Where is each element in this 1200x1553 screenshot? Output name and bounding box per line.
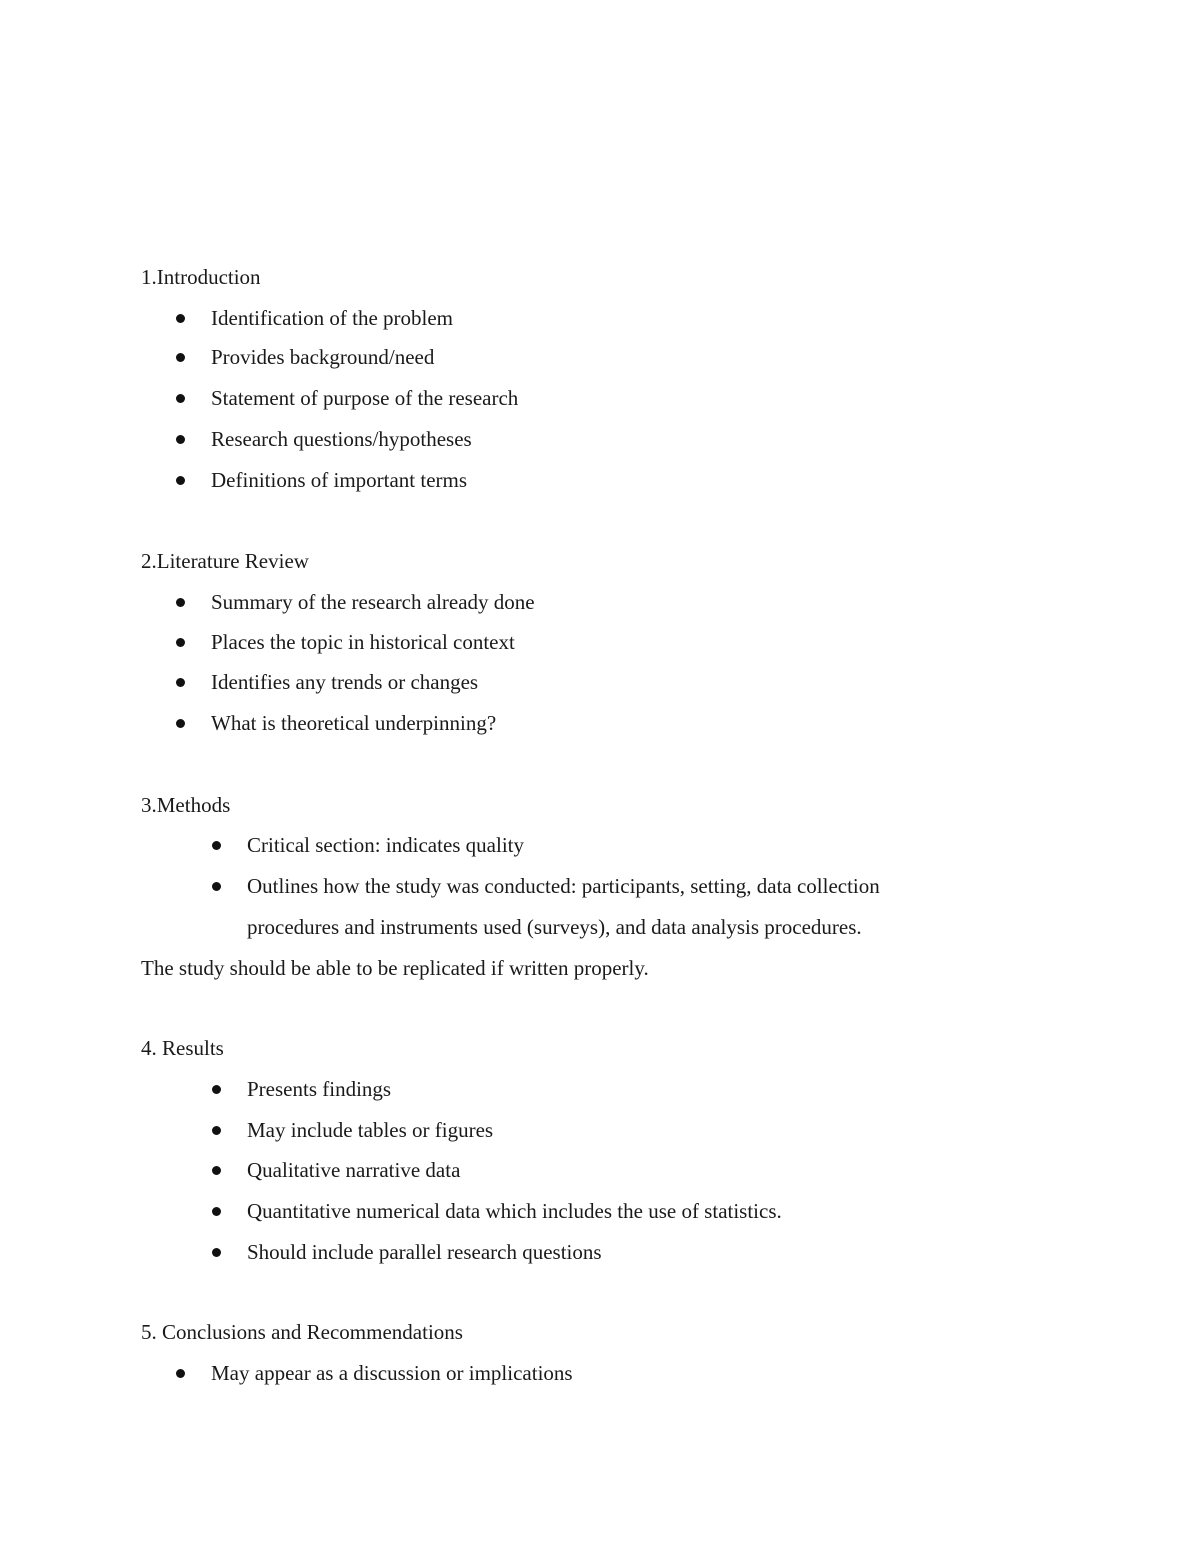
list-item: Quantitative numerical data which includes the use of statistics. bbox=[247, 1199, 782, 1223]
list-item: Summary of the research already done bbox=[211, 590, 535, 614]
list-item: Should include parallel research questions bbox=[247, 1240, 602, 1264]
bullet-icon bbox=[176, 394, 185, 403]
section-heading-literature-review: 2.Literature Review bbox=[141, 549, 309, 573]
bullet-icon bbox=[176, 678, 185, 687]
methods-note: The study should be able to be replicated if written properly. bbox=[141, 956, 649, 980]
list-item-continuation: procedures and instruments used (surveys), and data analysis procedures. bbox=[247, 915, 862, 939]
bullet-icon bbox=[176, 598, 185, 607]
bullet-icon bbox=[212, 1248, 221, 1257]
bullet-icon bbox=[176, 353, 185, 362]
section-heading-introduction: 1.Introduction bbox=[141, 265, 261, 289]
list-item: Critical section: indicates quality bbox=[247, 833, 525, 857]
list-item: Definitions of important terms bbox=[211, 468, 468, 492]
bullet-icon bbox=[212, 1207, 221, 1216]
list-item: Qualitative narrative data bbox=[247, 1158, 461, 1182]
bullet-icon bbox=[212, 1085, 221, 1094]
bullet-icon bbox=[176, 1369, 185, 1378]
bullet-icon bbox=[212, 1166, 221, 1175]
bullet-icon bbox=[176, 476, 185, 485]
list-item: Identifies any trends or changes bbox=[211, 670, 479, 694]
list-item: May appear as a discussion or implications bbox=[211, 1361, 573, 1385]
bullet-icon bbox=[212, 882, 221, 891]
list-item: Identification of the problem bbox=[211, 306, 454, 330]
list-item: Provides background/need bbox=[211, 345, 435, 369]
bullet-icon bbox=[212, 841, 221, 850]
section-heading-conclusions: 5. Conclusions and Recommendations bbox=[141, 1320, 463, 1344]
list-item: May include tables or figures bbox=[247, 1118, 494, 1142]
list-item: Places the topic in historical context bbox=[211, 630, 515, 654]
bullet-icon bbox=[212, 1126, 221, 1135]
bullet-icon bbox=[176, 435, 185, 444]
section-heading-methods: 3.Methods bbox=[141, 793, 231, 817]
list-item: What is theoretical underpinning? bbox=[211, 711, 497, 735]
bullet-icon bbox=[176, 719, 185, 728]
list-item: Statement of purpose of the research bbox=[211, 386, 519, 410]
list-item: Outlines how the study was conducted: participants, setting, data collection bbox=[247, 874, 880, 898]
bullet-icon bbox=[176, 314, 185, 323]
section-heading-results: 4. Results bbox=[141, 1036, 224, 1060]
bullet-icon bbox=[176, 638, 185, 647]
list-item: Research questions/hypotheses bbox=[211, 427, 472, 451]
list-item: Presents findings bbox=[247, 1077, 392, 1101]
